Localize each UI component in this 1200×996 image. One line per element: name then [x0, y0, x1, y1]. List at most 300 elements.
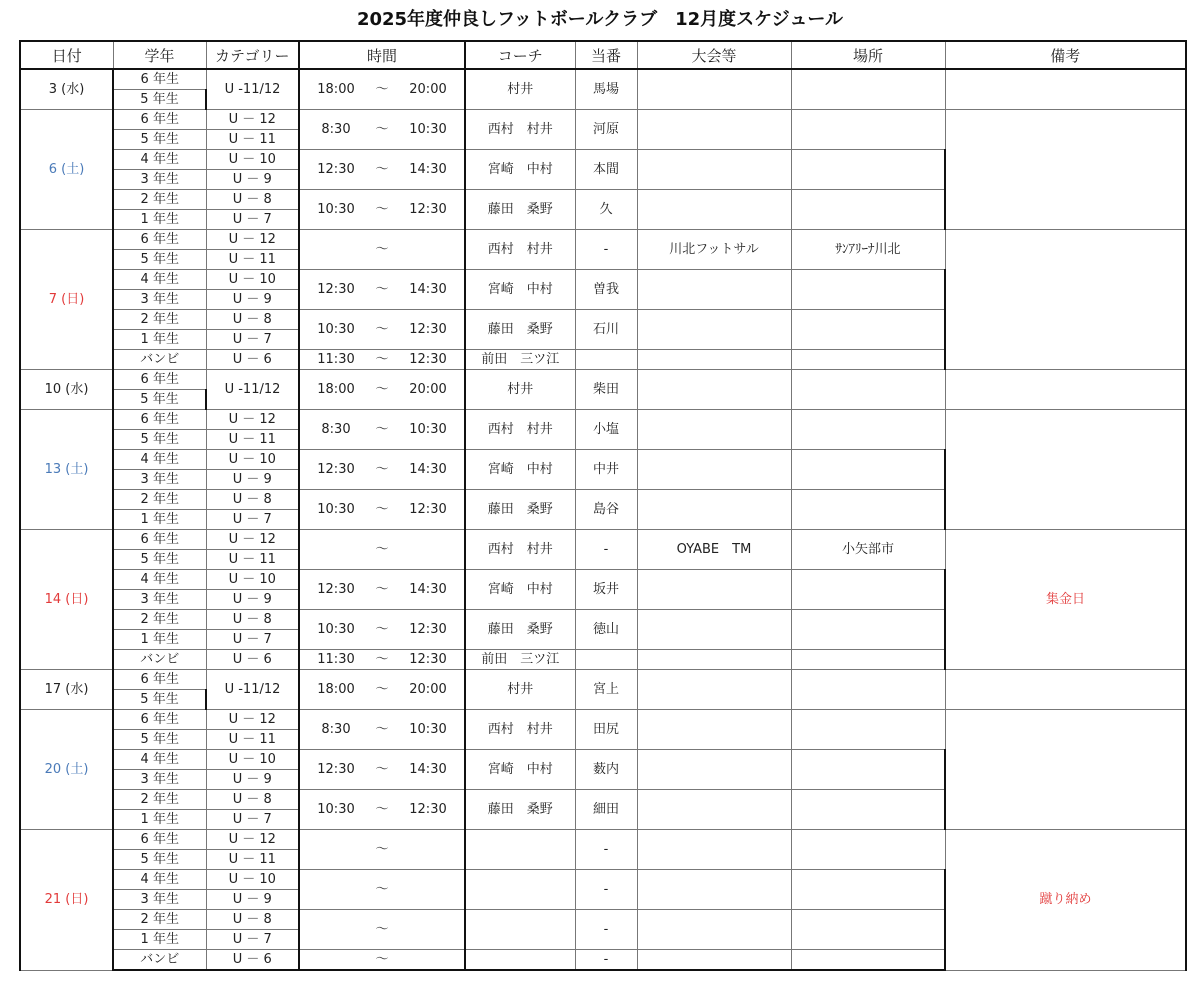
event-cell: 川北フットサル	[637, 230, 791, 270]
time-cell	[299, 410, 465, 450]
start-time: 10:30	[317, 201, 355, 217]
duty-cell: 曽我	[575, 270, 637, 310]
tilde-separator: ～	[375, 351, 389, 367]
note-cell	[945, 69, 1186, 110]
duty-cell: 島谷	[575, 490, 637, 530]
grade-cell: 4 年生	[113, 870, 206, 890]
time-cell	[299, 950, 465, 971]
time-cell	[299, 350, 465, 370]
end-time: 20:00	[409, 381, 447, 397]
tilde-separator: ～	[375, 461, 389, 477]
coach-cell: 前田 三ツ江	[465, 650, 575, 670]
duty-cell: 柴田	[575, 370, 637, 410]
end-time: 20:00	[409, 681, 447, 697]
date-cell: 21 (日)	[20, 830, 113, 971]
coach-cell	[465, 830, 575, 870]
page-title: 2025年度仲良しフットボールクラブ 12月度スケジュール	[356, 9, 844, 30]
coach-cell: 西村 村井	[465, 110, 575, 150]
grade-cell: 1 年生	[113, 930, 206, 950]
coach-cell: 宮崎 中村	[465, 750, 575, 790]
category-cell: U － 7	[206, 330, 299, 350]
end-time: 12:30	[409, 321, 447, 337]
grade-cell: 4 年生	[113, 270, 206, 290]
place-cell	[791, 870, 945, 910]
time-cell	[299, 670, 465, 710]
tilde-separator: ～	[375, 241, 389, 257]
note-cell: 集金日	[945, 530, 1186, 670]
grade-cell: 4 年生	[113, 570, 206, 590]
start-time: 11:30	[317, 351, 355, 367]
start-time: 18:00	[317, 81, 355, 97]
date-cell: 14 (日)	[20, 530, 113, 670]
coach-cell: 宮崎 中村	[465, 450, 575, 490]
category-cell: U － 9	[206, 770, 299, 790]
event-cell	[637, 870, 791, 910]
time-cell	[299, 150, 465, 190]
header-coach: コーチ	[465, 41, 575, 69]
category-cell: U － 12	[206, 230, 299, 250]
grade-cell: 3 年生	[113, 470, 206, 490]
place-cell	[791, 450, 945, 490]
start-time: 12:30	[317, 581, 355, 597]
grade-cell: 4 年生	[113, 150, 206, 170]
header-row	[20, 41, 1186, 69]
end-time: 10:30	[409, 721, 447, 737]
start-time: 12:30	[317, 761, 355, 777]
grade-cell: 6 年生	[113, 110, 206, 130]
coach-cell: 前田 三ツ江	[465, 350, 575, 370]
duty-cell: 久	[575, 190, 637, 230]
category-cell: U － 6	[206, 950, 299, 971]
start-time: 10:30	[317, 501, 355, 517]
grade-cell: 4 年生	[113, 750, 206, 770]
end-time: 14:30	[409, 281, 447, 297]
start-time: 10:30	[317, 321, 355, 337]
place-cell	[791, 350, 945, 370]
grade-cell: 5 年生	[113, 430, 206, 450]
category-cell: U － 7	[206, 930, 299, 950]
time-cell	[299, 650, 465, 670]
grade-cell: 4 年生	[113, 450, 206, 470]
note-cell	[945, 410, 1186, 530]
grade-cell: 1 年生	[113, 210, 206, 230]
tilde-separator: ～	[375, 761, 389, 777]
category-cell: U － 7	[206, 630, 299, 650]
grade-cell: 6 年生	[113, 230, 206, 250]
duty-cell: 本間	[575, 150, 637, 190]
end-time: 12:30	[409, 651, 447, 667]
schedule-row	[20, 69, 1186, 90]
grade-cell: 1 年生	[113, 330, 206, 350]
schedule-row	[20, 830, 1186, 850]
coach-cell	[465, 950, 575, 971]
coach-cell: 西村 村井	[465, 230, 575, 270]
category-cell: U － 7	[206, 510, 299, 530]
note-cell	[945, 710, 1186, 830]
place-cell	[791, 150, 945, 190]
category-cell: U － 8	[206, 190, 299, 210]
grade-cell: 2 年生	[113, 790, 206, 810]
grade-cell: 6 年生	[113, 670, 206, 690]
time-cell	[299, 190, 465, 230]
grade-cell: 5 年生	[113, 390, 206, 410]
tilde-separator: ～	[375, 501, 389, 517]
start-time: 10:30	[317, 621, 355, 637]
time-cell	[299, 750, 465, 790]
end-time: 14:30	[409, 461, 447, 477]
category-cell: U － 9	[206, 890, 299, 910]
grade-cell: 2 年生	[113, 490, 206, 510]
note-cell	[945, 670, 1186, 710]
coach-cell: 藤田 桑野	[465, 790, 575, 830]
category-cell: U － 12	[206, 710, 299, 730]
time-cell	[299, 450, 465, 490]
header-category: カテゴリー	[206, 41, 299, 69]
duty-cell: 細田	[575, 790, 637, 830]
place-cell	[791, 610, 945, 650]
grade-cell: 1 年生	[113, 810, 206, 830]
schedule-row	[20, 670, 1186, 690]
tilde-separator: ～	[375, 281, 389, 297]
note-cell	[945, 230, 1186, 370]
grade-cell: 2 年生	[113, 910, 206, 930]
duty-cell	[575, 350, 637, 370]
start-time: 12:30	[317, 161, 355, 177]
tilde-separator: ～	[375, 951, 389, 967]
place-cell	[791, 670, 945, 710]
time-cell	[299, 830, 465, 870]
grade-cell: バンビ	[113, 350, 206, 370]
place-cell	[791, 750, 945, 790]
date-cell: 13 (土)	[20, 410, 113, 530]
place-cell	[791, 310, 945, 350]
coach-cell: 村井	[465, 370, 575, 410]
category-cell: U － 10	[206, 750, 299, 770]
time-cell	[299, 370, 465, 410]
start-time: 8:30	[321, 121, 351, 137]
grade-cell: 3 年生	[113, 290, 206, 310]
date-cell: 6 (土)	[20, 110, 113, 230]
time-cell	[299, 790, 465, 830]
duty-cell: 坂井	[575, 570, 637, 610]
grade-cell: 3 年生	[113, 170, 206, 190]
schedule-row	[20, 230, 1186, 250]
grade-cell: バンビ	[113, 950, 206, 971]
grade-cell: 3 年生	[113, 590, 206, 610]
event-cell	[637, 150, 791, 190]
duty-cell: -	[575, 230, 637, 270]
coach-cell: 宮崎 中村	[465, 570, 575, 610]
grade-cell: 1 年生	[113, 510, 206, 530]
tilde-separator: ～	[375, 841, 389, 857]
tilde-separator: ～	[375, 621, 389, 637]
coach-cell: 西村 村井	[465, 710, 575, 750]
header-place: 場所	[791, 41, 945, 69]
schedule-row	[20, 410, 1186, 430]
duty-cell: -	[575, 950, 637, 971]
tilde-separator: ～	[375, 721, 389, 737]
grade-cell: 5 年生	[113, 690, 206, 710]
time-cell	[299, 69, 465, 110]
category-cell: U － 8	[206, 310, 299, 330]
grade-cell: 3 年生	[113, 770, 206, 790]
grade-cell: 3 年生	[113, 890, 206, 910]
event-cell: OYABE TM	[637, 530, 791, 570]
end-time: 10:30	[409, 121, 447, 137]
start-time: 12:30	[317, 461, 355, 477]
event-cell	[637, 350, 791, 370]
category-cell: U － 12	[206, 110, 299, 130]
place-cell: ｻﾝｱﾘｰﾅ川北	[791, 230, 945, 270]
coach-cell	[465, 910, 575, 950]
tilde-separator: ～	[375, 321, 389, 337]
grade-cell: 5 年生	[113, 550, 206, 570]
time-cell	[299, 570, 465, 610]
place-cell	[791, 830, 945, 870]
date-cell: 3 (水)	[20, 69, 113, 110]
category-cell: U － 11	[206, 430, 299, 450]
schedule-row	[20, 110, 1186, 130]
schedule-row	[20, 710, 1186, 730]
time-cell	[299, 870, 465, 910]
event-cell	[637, 790, 791, 830]
grade-cell: 5 年生	[113, 130, 206, 150]
duty-cell: 馬場	[575, 69, 637, 110]
grade-cell: 6 年生	[113, 370, 206, 390]
coach-cell: 西村 村井	[465, 410, 575, 450]
grade-cell: 5 年生	[113, 850, 206, 870]
grade-cell: 6 年生	[113, 410, 206, 430]
coach-cell: 宮崎 中村	[465, 270, 575, 310]
start-time: 11:30	[317, 651, 355, 667]
event-cell	[637, 830, 791, 870]
place-cell	[791, 950, 945, 971]
time-cell	[299, 490, 465, 530]
place-cell	[791, 790, 945, 830]
end-time: 12:30	[409, 501, 447, 517]
time-cell	[299, 230, 465, 270]
grade-cell: 2 年生	[113, 190, 206, 210]
duty-cell: -	[575, 910, 637, 950]
tilde-separator: ～	[375, 581, 389, 597]
duty-cell: 小塩	[575, 410, 637, 450]
grade-cell: 6 年生	[113, 530, 206, 550]
time-cell	[299, 910, 465, 950]
grade-cell: 6 年生	[113, 710, 206, 730]
duty-cell: 宮上	[575, 670, 637, 710]
category-cell: U － 8	[206, 610, 299, 630]
coach-cell: 藤田 桑野	[465, 610, 575, 650]
tilde-separator: ～	[375, 121, 389, 137]
grade-cell: バンビ	[113, 650, 206, 670]
event-cell	[637, 190, 791, 230]
event-cell	[637, 610, 791, 650]
event-cell	[637, 450, 791, 490]
category-cell: U － 8	[206, 490, 299, 510]
coach-cell: 宮崎 中村	[465, 150, 575, 190]
time-cell	[299, 530, 465, 570]
coach-cell: 村井	[465, 670, 575, 710]
category-cell: U － 12	[206, 830, 299, 850]
place-cell	[791, 910, 945, 950]
place-cell	[791, 370, 945, 410]
category-cell: U -11/12	[206, 69, 299, 110]
place-cell	[791, 69, 945, 110]
duty-cell: 中井	[575, 450, 637, 490]
coach-cell: 藤田 桑野	[465, 310, 575, 350]
date-cell: 17 (水)	[20, 670, 113, 710]
coach-cell	[465, 870, 575, 910]
category-cell: U － 8	[206, 910, 299, 930]
event-cell	[637, 490, 791, 530]
coach-cell: 藤田 桑野	[465, 190, 575, 230]
category-cell: U － 10	[206, 150, 299, 170]
date-cell: 20 (土)	[20, 710, 113, 830]
tilde-separator: ～	[375, 881, 389, 897]
category-cell: U － 10	[206, 570, 299, 590]
date-cell: 10 (水)	[20, 370, 113, 410]
event-cell	[637, 410, 791, 450]
schedule-body	[20, 69, 1186, 970]
grade-cell: 5 年生	[113, 250, 206, 270]
duty-cell: 徳山	[575, 610, 637, 650]
schedule-row	[20, 530, 1186, 550]
end-time: 14:30	[409, 581, 447, 597]
event-cell	[637, 270, 791, 310]
category-cell: U － 10	[206, 450, 299, 470]
end-time: 12:30	[409, 801, 447, 817]
event-cell	[637, 750, 791, 790]
grade-cell: 2 年生	[113, 610, 206, 630]
category-cell: U － 11	[206, 250, 299, 270]
end-time: 10:30	[409, 421, 447, 437]
tilde-separator: ～	[375, 681, 389, 697]
category-cell: U － 12	[206, 530, 299, 550]
header-grade: 学年	[113, 41, 206, 69]
event-cell	[637, 670, 791, 710]
end-time: 14:30	[409, 161, 447, 177]
header-date: 日付	[20, 41, 113, 69]
category-cell: U － 11	[206, 550, 299, 570]
time-cell	[299, 710, 465, 750]
tilde-separator: ～	[375, 381, 389, 397]
duty-cell: -	[575, 530, 637, 570]
event-cell	[637, 950, 791, 971]
time-cell	[299, 310, 465, 350]
header-event: 大会等	[637, 41, 791, 69]
category-cell: U -11/12	[206, 370, 299, 410]
end-time: 12:30	[409, 621, 447, 637]
coach-cell: 西村 村井	[465, 530, 575, 570]
category-cell: U -11/12	[206, 670, 299, 710]
place-cell	[791, 570, 945, 610]
start-time: 8:30	[321, 721, 351, 737]
tilde-separator: ～	[375, 541, 389, 557]
end-time: 12:30	[409, 201, 447, 217]
place-cell	[791, 650, 945, 670]
event-cell	[637, 310, 791, 350]
tilde-separator: ～	[375, 421, 389, 437]
coach-cell: 村井	[465, 69, 575, 110]
category-cell: U － 9	[206, 590, 299, 610]
start-time: 18:00	[317, 681, 355, 697]
duty-cell: 薮内	[575, 750, 637, 790]
category-cell: U － 11	[206, 130, 299, 150]
duty-cell: -	[575, 870, 637, 910]
end-time: 14:30	[409, 761, 447, 777]
event-cell	[637, 110, 791, 150]
category-cell: U － 10	[206, 270, 299, 290]
place-cell	[791, 490, 945, 530]
tilde-separator: ～	[375, 81, 389, 97]
duty-cell: -	[575, 830, 637, 870]
tilde-separator: ～	[375, 201, 389, 217]
note-cell: 蹴り納め	[945, 830, 1186, 971]
event-cell	[637, 650, 791, 670]
tilde-separator: ～	[375, 921, 389, 937]
event-cell	[637, 69, 791, 110]
schedule-row	[20, 370, 1186, 390]
start-time: 10:30	[317, 801, 355, 817]
start-time: 8:30	[321, 421, 351, 437]
grade-cell: 1 年生	[113, 630, 206, 650]
category-cell: U － 7	[206, 210, 299, 230]
place-cell	[791, 270, 945, 310]
duty-cell: 石川	[575, 310, 637, 350]
event-cell	[637, 570, 791, 610]
date-cell: 7 (日)	[20, 230, 113, 370]
place-cell	[791, 190, 945, 230]
grade-cell: 2 年生	[113, 310, 206, 330]
event-cell	[637, 710, 791, 750]
tilde-separator: ～	[375, 161, 389, 177]
start-time: 18:00	[317, 381, 355, 397]
note-cell	[945, 370, 1186, 410]
tilde-separator: ～	[375, 651, 389, 667]
category-cell: U － 6	[206, 650, 299, 670]
category-cell: U － 12	[206, 410, 299, 430]
place-cell: 小矢部市	[791, 530, 945, 570]
place-cell	[791, 710, 945, 750]
grade-cell: 6 年生	[113, 830, 206, 850]
header-time: 時間	[299, 41, 465, 69]
event-cell	[637, 370, 791, 410]
place-cell	[791, 410, 945, 450]
time-cell	[299, 270, 465, 310]
schedule-table	[19, 40, 1187, 971]
category-cell: U － 10	[206, 870, 299, 890]
duty-cell: 河原	[575, 110, 637, 150]
event-cell	[637, 910, 791, 950]
category-cell: U － 8	[206, 790, 299, 810]
category-cell: U － 9	[206, 290, 299, 310]
header-duty: 当番	[575, 41, 637, 69]
category-cell: U － 9	[206, 170, 299, 190]
place-cell	[791, 110, 945, 150]
category-cell: U － 6	[206, 350, 299, 370]
grade-cell: 6 年生	[113, 69, 206, 90]
start-time: 12:30	[317, 281, 355, 297]
category-cell: U － 7	[206, 810, 299, 830]
category-cell: U － 11	[206, 730, 299, 750]
grade-cell: 5 年生	[113, 90, 206, 110]
tilde-separator: ～	[375, 801, 389, 817]
end-time: 12:30	[409, 351, 447, 367]
note-cell	[945, 110, 1186, 230]
end-time: 20:00	[409, 81, 447, 97]
coach-cell: 藤田 桑野	[465, 490, 575, 530]
category-cell: U － 9	[206, 470, 299, 490]
